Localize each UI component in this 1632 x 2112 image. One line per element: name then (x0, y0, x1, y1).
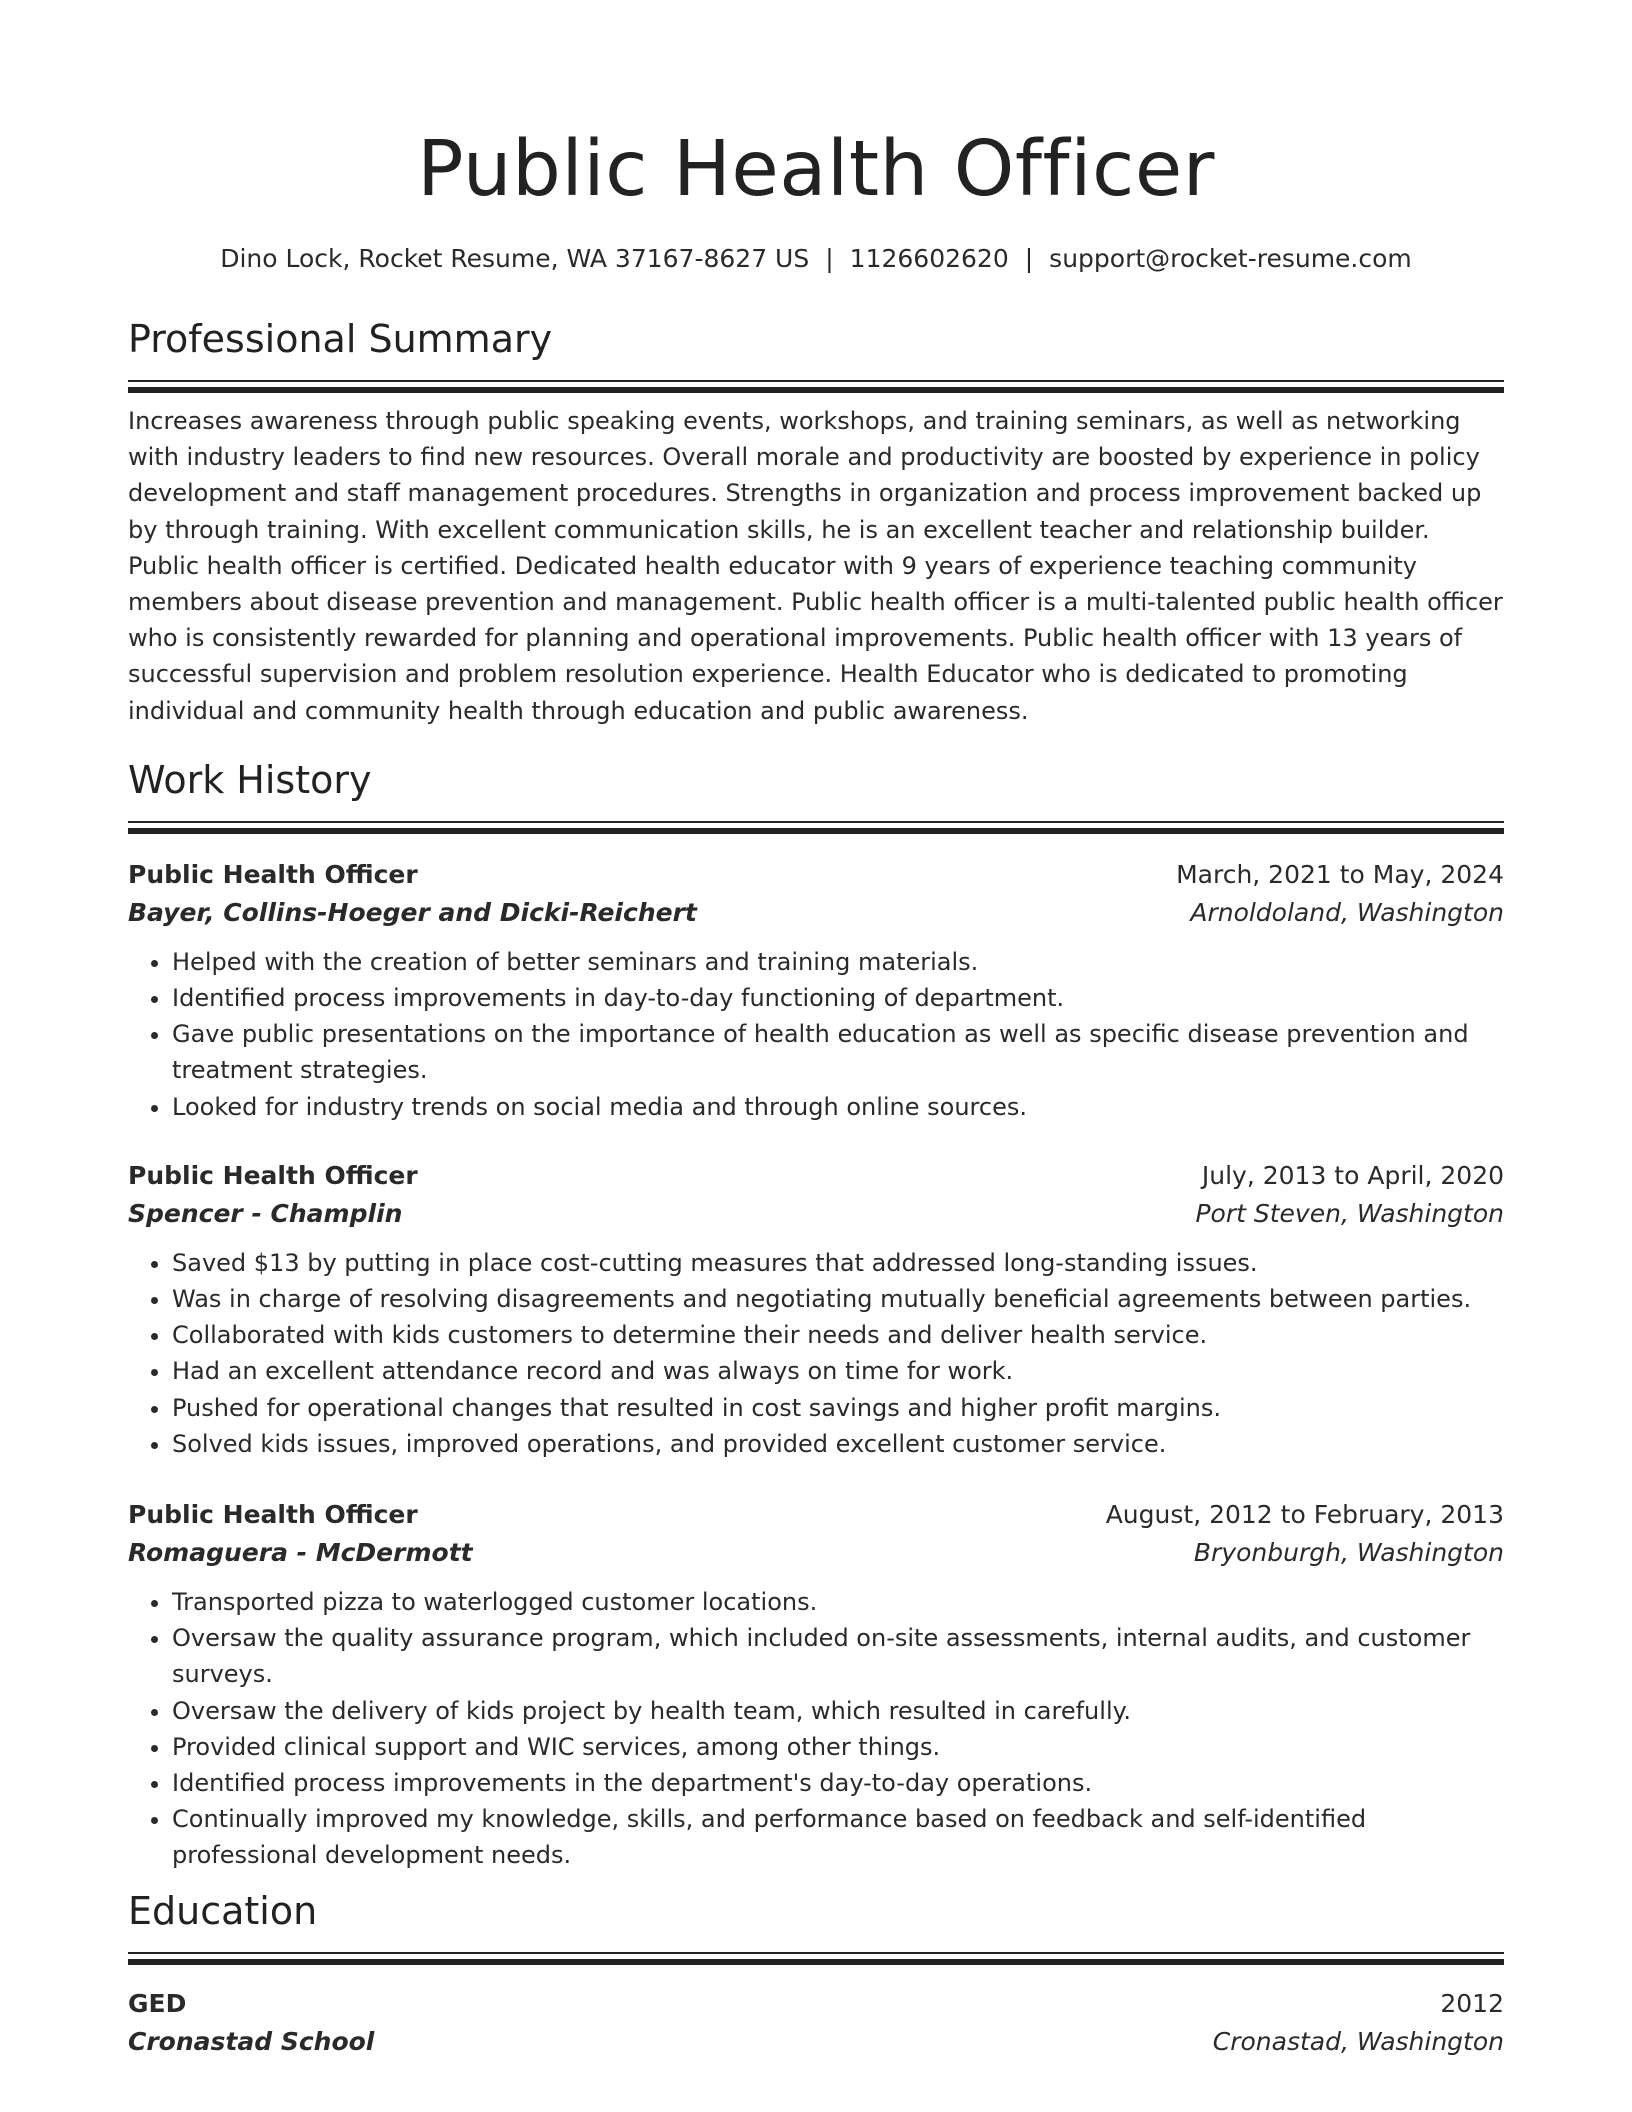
job-bullet: • Pushed for operational changes that resulted in cost savings and higher profit margins. (172, 1390, 1504, 1426)
job-bullet: • Looked for industry trends on social media and through online sources. (172, 1089, 1504, 1125)
job-header-row (128, 1496, 1504, 1534)
job-company: Bayer, Collins-Hoeger and Dicki-Reichert (128, 897, 697, 927)
page-title: Public Health Officer (417, 125, 1215, 214)
job-bullet: • Oversaw the delivery of kids project by health team, which resulted in carefully. (172, 1693, 1504, 1729)
contact-phone: 1126602620 (849, 244, 1009, 273)
job-title: Public Health Officer (128, 1160, 418, 1190)
job-dates: March, 2021 to May, 2024 (1176, 859, 1504, 889)
work-history-section (128, 755, 1504, 1874)
spacer (128, 1462, 1504, 1496)
job-bullet: • Collaborated with kids customers to determine their needs and deliver health service. (172, 1317, 1504, 1353)
job-bullet: • Transported pizza to waterlogged customer locations. (172, 1584, 1504, 1620)
section-divider (128, 380, 1504, 393)
job-company-row (128, 894, 1504, 932)
contact-line (128, 242, 1504, 276)
job-bullet: • Was in charge of resolving disagreements and negotiating mutually beneficial agreements between parties. (172, 1281, 1504, 1317)
job-header-row (128, 856, 1504, 894)
job-bullet: • Identified process improvements in day-to-day functioning of department. (172, 980, 1504, 1016)
job-dates: August, 2012 to February, 2013 (1105, 1500, 1504, 1530)
job-bullet: • Had an excellent attendance record and was always on time for work. (172, 1353, 1504, 1389)
job-company: Romaguera - McDermott (128, 1538, 473, 1568)
section-heading-education: Education (128, 1888, 318, 1933)
job-location: Arnoldoland, Washington (1190, 897, 1504, 927)
job-entry (128, 1496, 1504, 1874)
education-school: Cronastad School (128, 2026, 375, 2056)
job-entry (128, 1157, 1504, 1462)
contact-email: support@rocket-resume.com (1049, 244, 1412, 273)
job-bullets (128, 944, 1504, 1125)
job-title: Public Health Officer (128, 1500, 418, 1530)
section-heading-work-history: Work History (128, 757, 372, 802)
job-bullet: • Gave public presentations on the importance of health education as well as specific disease prevention and treatment strategies. (172, 1016, 1504, 1088)
contact-separator: | (825, 244, 834, 273)
job-bullets (128, 1584, 1504, 1874)
job-header-row (128, 1157, 1504, 1195)
contact-address: Dino Lock, Rocket Resume, WA 37167-8627 US (220, 244, 810, 273)
section-divider (128, 821, 1504, 834)
spacer (128, 1125, 1504, 1157)
job-company-row (128, 1534, 1504, 1572)
job-company-row (128, 1195, 1504, 1233)
section-divider (128, 1952, 1504, 1965)
education-section (128, 1886, 1504, 2061)
education-year: 2012 (1440, 1988, 1504, 2018)
education-degree: GED (128, 1988, 187, 2018)
job-bullet: • Solved kids issues, improved operations, and provided excellent customer service. (172, 1426, 1504, 1462)
job-bullet: • Continually improved my knowledge, skills, and performance based on feedback and self-identified professional development needs. (172, 1801, 1504, 1873)
job-bullets (128, 1245, 1504, 1462)
job-company: Spencer - Champlin (128, 1198, 403, 1228)
job-dates: July, 2013 to April, 2020 (1201, 1160, 1504, 1190)
job-bullet: • Provided clinical support and WIC services, among other things. (172, 1729, 1504, 1765)
summary-section (128, 314, 1504, 729)
education-school-row (128, 2023, 1504, 2061)
job-bullet: • Oversaw the quality assurance program, which included on-site assessments, internal audits, and customer surveys. (172, 1620, 1504, 1692)
contact-separator: | (1024, 244, 1034, 273)
job-title: Public Health Officer (128, 859, 418, 889)
summary-text: Increases awareness through public speaking events, workshops, and training seminars, as well as networking with industry leaders to find new resources. Overall morale and productivity are boosted by experience in policy development and staff management procedures. Strengths in organization and process improvement backed up by through training. With excellent communication skills, he is an excellent teacher and relationship builder. Public health officer is certified. Dedicated health educator with 9 years of experience teaching community members about disease prevention and management. Public health officer is a multi-talented public health officer who is consistently rewarded for planning and operational improvements. Public health officer with 13 years of successful supervision and problem resolution experience. Health Educator who is dedicated to promoting individual and community health through education and public awareness. (128, 407, 1503, 725)
education-header-row (128, 1985, 1504, 2023)
job-location: Port Steven, Washington (1195, 1198, 1504, 1228)
job-location: Bryonburgh, Washington (1193, 1538, 1504, 1568)
job-bullet: • Helped with the creation of better seminars and training materials. (172, 944, 1504, 980)
job-bullet: • Saved $13 by putting in place cost-cutting measures that addressed long-standing issues. (172, 1245, 1504, 1281)
job-entry (128, 856, 1504, 1125)
section-heading-summary: Professional Summary (128, 317, 553, 361)
education-location: Cronastad, Washington (1212, 2026, 1504, 2056)
job-bullet: • Identified process improvements in the department's day-to-day operations. (172, 1765, 1504, 1801)
